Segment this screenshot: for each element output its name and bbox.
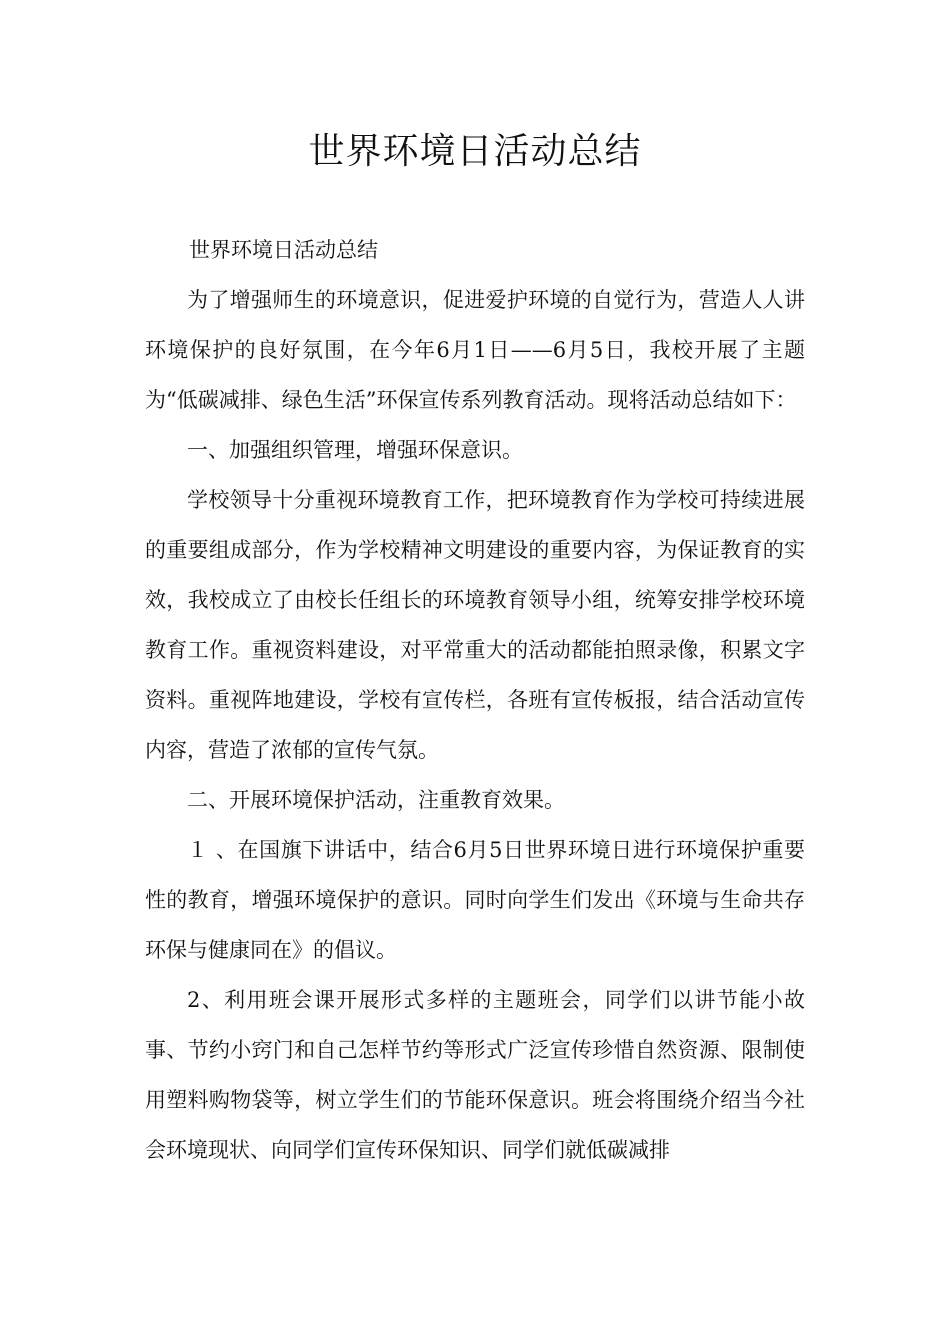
paragraph-section-1: 学校领导十分重视环境教育工作，把环境教育作为学校可持续进展的重要组成部分，作为学校精神文明建设的重要内容，为保证教育的实效，我校成立了由校长任组长的环境教育领导小组，统筹安排学校环境教育工作。重视资料建设，对平常重大的活动都能拍照录像，积累文字资料。重视阵地建设，学校有宣传栏，各班有宣传板报，结合活动宣传内容，营造了浓郁的宣传气氛。: [145, 488, 805, 762]
document-title: 世界环境日活动总结: [308, 131, 642, 172]
paragraph-subtitle: 世界环境日活动总结: [189, 238, 378, 262]
paragraph-intro: 为了增强师生的环境意识，促进爱护环境的自觉行为，营造人人讲环境保护的良好氛围，在今年6月1日——6月5日，我校开展了主题为“低碳减排、绿色生活”环保宣传系列教育活动。现将活动总结如下：: [145, 288, 805, 412]
paragraph-item-2: 2、利用班会课开展形式多样的主题班会，同学们以讲节能小故事、节约小窍门和自己怎样节约等形式广泛宣传珍惜自然资源、限制使用塑料购物袋等，树立学生们的节能环保意识。班会将围绕介绍当今社会环境现状、向同学们宣传环保知识、同学们就低碳减排: [145, 988, 805, 1162]
paragraph-item-1: １ 、在国旗下讲话中，结合6月5日世界环境日进行环境保护重要性的教育，增强环境保护的意识。同时向学生们发出《环境与生命共存 环保与健康同在》的倡议。: [145, 838, 805, 962]
document-body: [145, 225, 805, 1175]
section-heading-1: 一、加强组织管理，增强环保意识。: [187, 438, 523, 462]
section-heading-2: 二、开展环境保护活动，注重教育效果。: [187, 788, 565, 812]
